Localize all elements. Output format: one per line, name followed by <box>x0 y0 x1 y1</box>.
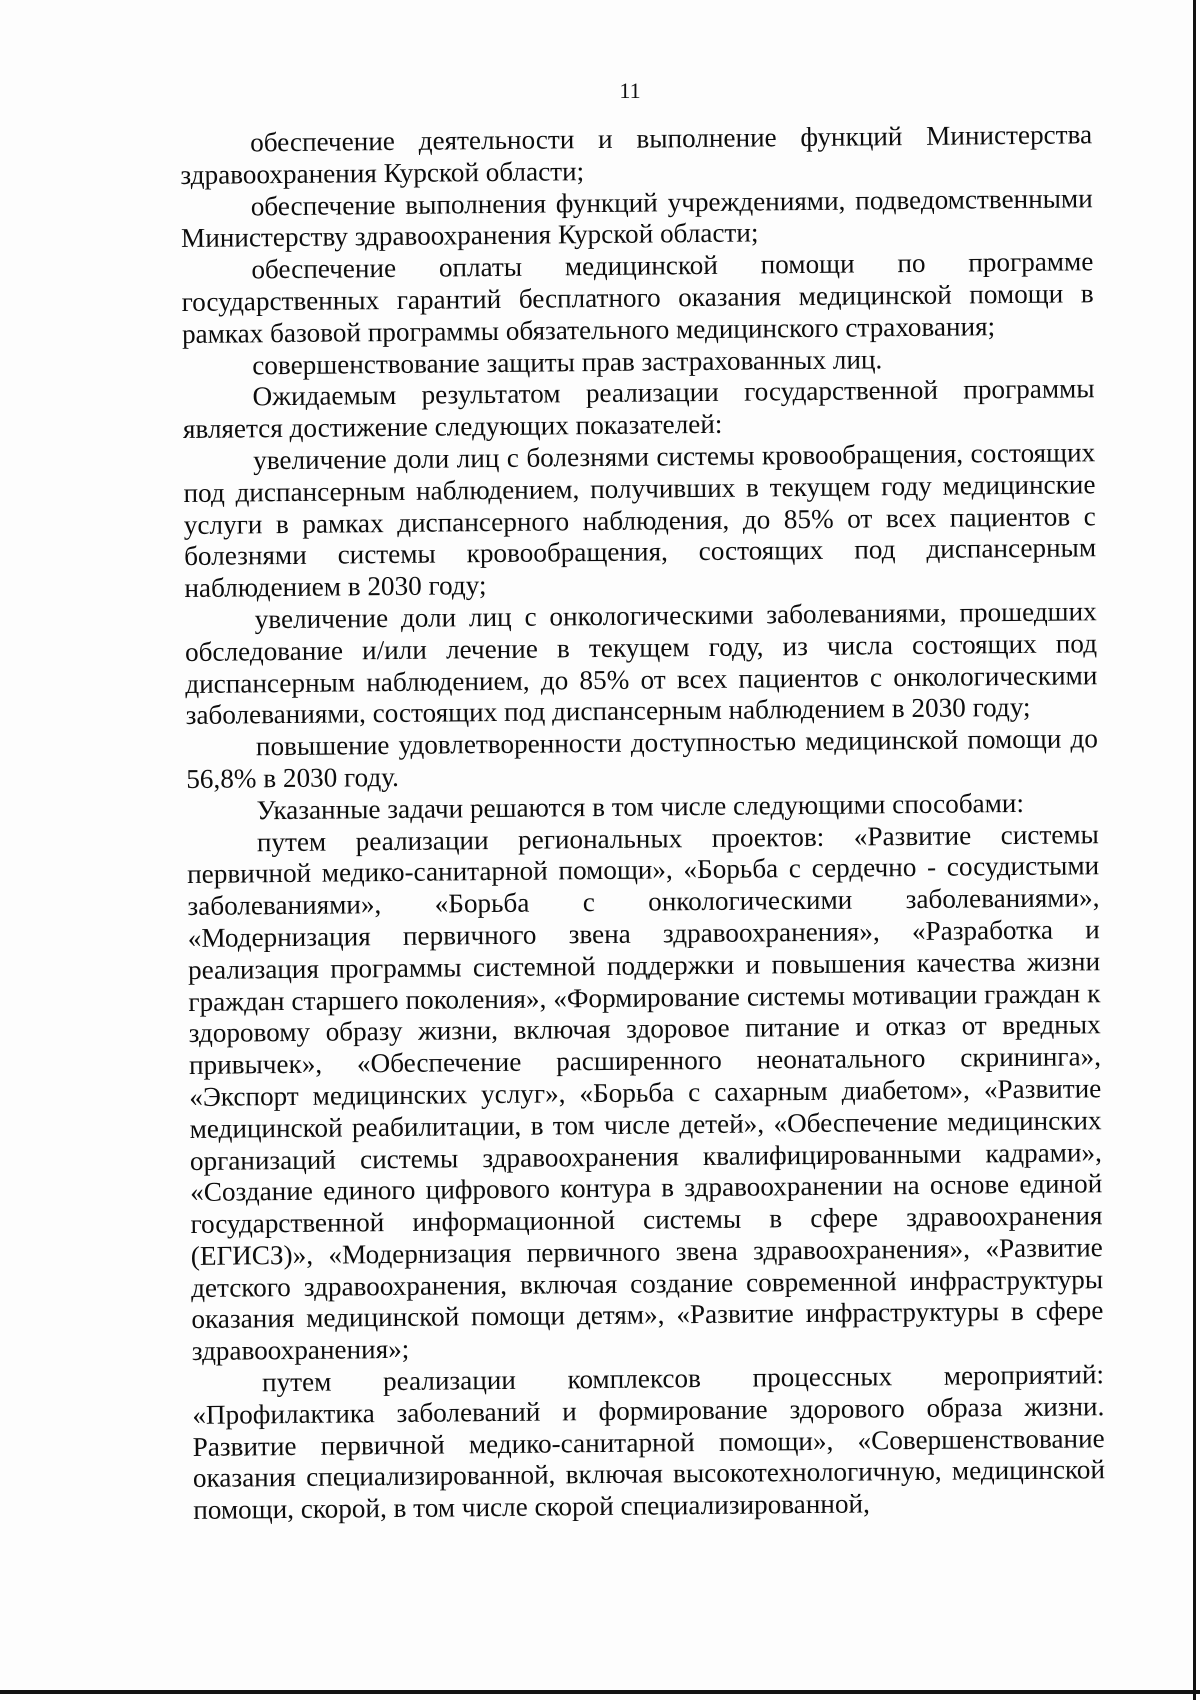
document-body <box>180 119 1105 1527</box>
page-number: 11 <box>619 78 641 103</box>
paragraph: путем реализации региональных проектов: «Развитие системы первичной медико-санитарной помощи», «Борьба с сердечно - сосудистыми заболеваниями», «Борьба с онкологическими заболеваниями», «Модернизация первичного звена здравоохранения», «Разработка и реализация программы системной поддержки и повышения качества жизни граждан старшего поколения», «Формирование системы мотивации граждан к здоровому образу жизни, включая здоровое питание и отказ от вредных привычек», «Обеспечение расширенного неонатального скрининга», «Экспорт медицинских услуг», «Борьба с сахарным диабетом», «Развитие медицинской реабилитации, в том числе детей», «Обеспечение медицинских организаций системы здравоохранения квалифицированными кадрами», «Создание единого цифрового контура в здравоохранении на основе единой государственной информационной системы в сфере здравоохранения (ЕГИСЗ)», «Модернизация первичного звена здравоохранения», «Развитие детского здравоохранения, включая создание современной инфраструктуры оказания медицинской помощи детям», «Развитие инфраструктуры в сфере здравоохранения»; <box>187 818 1104 1367</box>
paragraph: путем реализации комплексов процессных мероприятий: «Профилактика заболеваний и формирование здорового образа жизни. Развитие первичной медико-санитарной помощи», «Совершенствование оказания специализированной, включая высокотехнологичную, медицинской помощи, скорой, в том числе скорой специализированной, <box>192 1359 1106 1526</box>
paragraph: повышение удовлетворенности доступностью медицинской помощи до 56,8% в 2030 году. <box>186 723 1099 794</box>
paragraph: Ожидаемым результатом реализации государственной программы является достижение следующих показателей: <box>182 373 1095 445</box>
paragraph: обеспечение выполнения функций учреждениями, подведомственными Министерству здравоохранения Курской области; <box>180 182 1093 254</box>
paragraph: увеличение доли лиц с болезнями системы кровообращения, состоящих под диспансерным наблюдением, получивших в текущем году медицинские услуги в рамках диспансерного наблюдения, до 85% от всех пациентов с болезнями системы кровообращения, состоящих под диспансерным наблюдением в 2030 году; <box>183 437 1097 604</box>
scan-border-right <box>1193 0 1196 1700</box>
scan-border-bottom <box>0 1690 1200 1694</box>
paragraph: обеспечение деятельности и выполнение функций Министерства здравоохранения Курской области; <box>180 119 1093 190</box>
paragraph: обеспечение оплаты медицинской помощи по программе государственных гарантий бесплатного оказания медицинской помощи в рамках базовой программы обязательного медицинского страхования; <box>181 246 1094 349</box>
paragraph: совершенствование защиты прав застрахованных лиц. <box>252 343 883 380</box>
paragraph: Указанные задачи решаются в том числе следующими способами: <box>256 787 1025 826</box>
paragraph: увеличение доли лиц с онкологическими заболеваниями, прошедших обследование и/или лечение в текущем году, из числа состоящих под диспансерным наблюдением, до 85% от всех пациентов с онкологическими заболеваниями, состоящих под диспансерным наблюдением в 2030 году; <box>184 596 1098 731</box>
